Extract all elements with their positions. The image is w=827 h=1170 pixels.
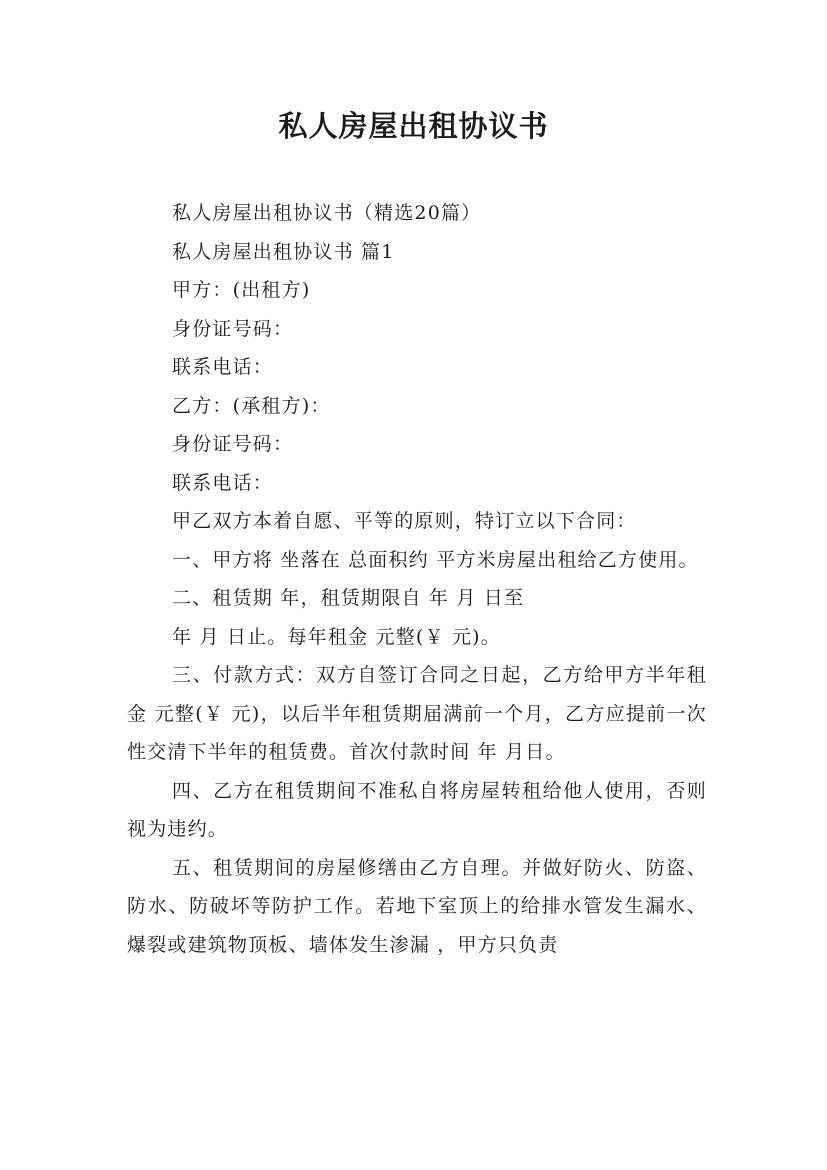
- document-title: 私人房屋出租协议书: [278, 109, 549, 143]
- preamble-line: 甲乙双方本着自愿、平等的原则，特订立以下合同：: [172, 510, 637, 532]
- section-heading: 私人房屋出租协议书 篇1: [172, 240, 395, 263]
- party-b-label: 乙方：(承租方)：: [172, 394, 331, 417]
- clause-4: 四、乙方在租赁期间不准私自将房屋转租给他人使用，否则视为违约。: [127, 779, 707, 840]
- party-a-label: 甲方：(出租方): [172, 279, 311, 301]
- party-b-phone-label: 联系电话：: [172, 471, 274, 494]
- subtitle-line: 私人房屋出租协议书（精选20篇）: [172, 202, 482, 224]
- clause-5: 五、租赁期间的房屋修缮由乙方自理。并做好防火、防盗、防水、防破坏等防护工作。若地下室顶上的给排水管发生漏水、爆裂或建筑物顶板、墙体发生渗漏 ，甲方只负责: [127, 856, 707, 956]
- party-b-id-label: 身份证号码：: [172, 433, 294, 455]
- clause-2-line-1: 二、租赁期 年，租赁期限自 年 月 日至: [172, 587, 525, 609]
- clause-2-line-2: 年 月 日止。每年租金 元整(￥ 元)。: [172, 625, 501, 648]
- party-a-id-label: 身份证号码：: [172, 317, 294, 340]
- party-a-phone-label: 联系电话：: [172, 356, 274, 378]
- document-body: [127, 194, 707, 964]
- clause-1: 一、甲方将 坐落在 总面积约 平方米房屋出租给乙方使用。: [172, 548, 699, 571]
- clause-3: 三、付款方式：双方自签订合同之日起，乙方给甲方半年租金 元整(￥ 元)，以后半年租赁期届满前一个月，乙方应提前一次性交清下半年的租赁费。首次付款时间 年 月日。: [127, 664, 707, 763]
